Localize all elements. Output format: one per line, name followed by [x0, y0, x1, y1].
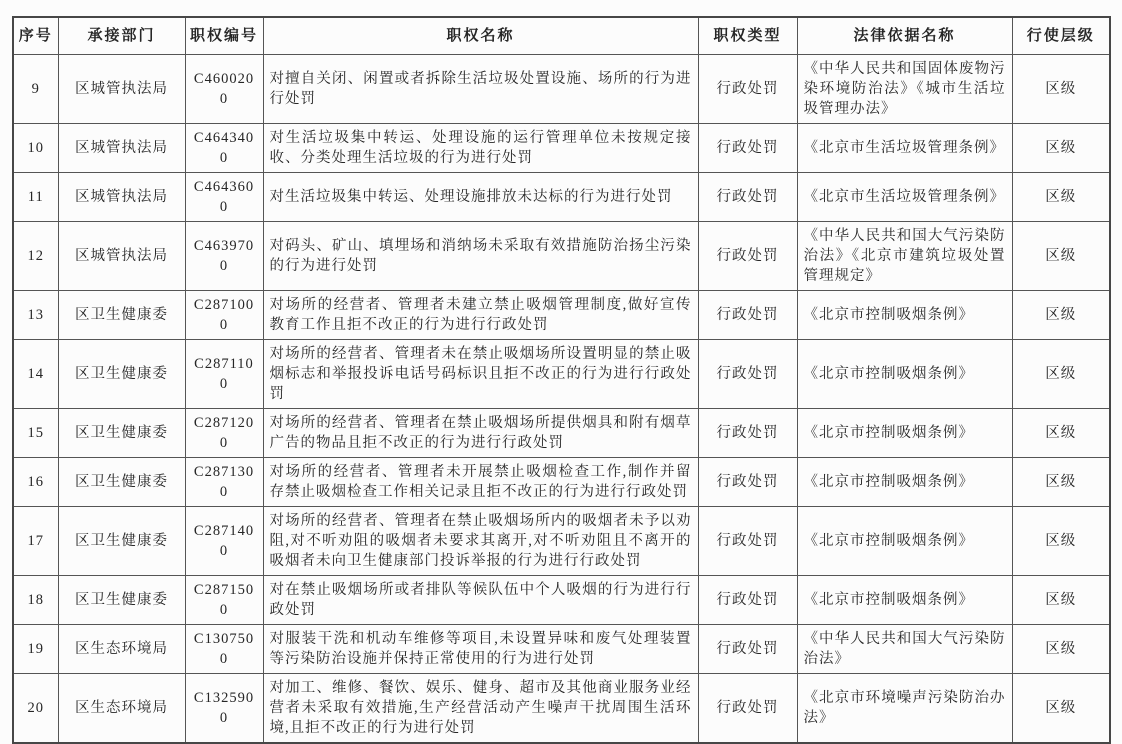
table-row-14 — [13, 339, 1110, 408]
cell-level: 区级 — [1012, 339, 1110, 408]
cell-level: 区级 — [1012, 408, 1110, 457]
cell-level: 区级 — [1012, 624, 1110, 673]
cell-department: 区卫生健康委 — [58, 290, 185, 339]
cell-code: C2871000 — [185, 290, 263, 339]
cell-legal-basis: 《北京市控制吸烟条例》 — [797, 290, 1012, 339]
cell-department: 区生态环境局 — [58, 673, 185, 743]
cell-name: 对场所的经营者、管理者未开展禁止吸烟检查工作,制作并留存禁止吸烟检查工作相关记录且拒不改正的行为进行行政处罚 — [263, 457, 698, 506]
cell-code: C1307500 — [185, 624, 263, 673]
table-header-row — [13, 17, 1110, 54]
cell-legal-basis: 《北京市控制吸烟条例》 — [797, 457, 1012, 506]
cell-level: 区级 — [1012, 221, 1110, 290]
cell-type: 行政处罚 — [698, 673, 797, 743]
cell-department: 区城管执法局 — [58, 221, 185, 290]
cell-index: 20 — [13, 673, 58, 743]
table-row-12 — [13, 221, 1110, 290]
cell-code: C2871200 — [185, 408, 263, 457]
cell-legal-basis: 《北京市控制吸烟条例》 — [797, 339, 1012, 408]
cell-name: 对服装干洗和机动车维修等项目,未设置异味和废气处理装置等污染防治设施并保持正常使用的行为进行处罚 — [263, 624, 698, 673]
cell-index: 16 — [13, 457, 58, 506]
column-header-code: 职权编号 — [185, 17, 263, 54]
cell-type: 行政处罚 — [698, 408, 797, 457]
cell-index: 19 — [13, 624, 58, 673]
cell-index: 17 — [13, 506, 58, 575]
cell-department: 区卫生健康委 — [58, 408, 185, 457]
column-header-index: 序号 — [13, 17, 58, 54]
cell-index: 9 — [13, 54, 58, 123]
table-row-10 — [13, 123, 1110, 172]
cell-index: 15 — [13, 408, 58, 457]
cell-code: C2871500 — [185, 575, 263, 624]
cell-code: C2871100 — [185, 339, 263, 408]
cell-name: 对在禁止吸烟场所或者排队等候队伍中个人吸烟的行为进行行政处罚 — [263, 575, 698, 624]
cell-level: 区级 — [1012, 172, 1110, 221]
cell-name: 对擅自关闭、闲置或者拆除生活垃圾处置设施、场所的行为进行处罚 — [263, 54, 698, 123]
cell-index: 10 — [13, 123, 58, 172]
cell-department: 区卫生健康委 — [58, 339, 185, 408]
cell-department: 区城管执法局 — [58, 172, 185, 221]
cell-level: 区级 — [1012, 54, 1110, 123]
cell-type: 行政处罚 — [698, 221, 797, 290]
cell-code: C1325900 — [185, 673, 263, 743]
cell-type: 行政处罚 — [698, 123, 797, 172]
cell-legal-basis: 《北京市控制吸烟条例》 — [797, 506, 1012, 575]
column-header-department: 承接部门 — [58, 17, 185, 54]
table-row-16 — [13, 457, 1110, 506]
cell-legal-basis: 《中华人民共和国大气污染防治法》《北京市建筑垃圾处置管理规定》 — [797, 221, 1012, 290]
cell-level: 区级 — [1012, 506, 1110, 575]
column-header-name: 职权名称 — [263, 17, 698, 54]
table-body — [13, 54, 1110, 743]
cell-name: 对场所的经营者、管理者在禁止吸烟场所提供烟具和附有烟草广告的物品且拒不改正的行为进行行政处罚 — [263, 408, 698, 457]
powers-table — [12, 16, 1111, 744]
cell-department: 区卫生健康委 — [58, 575, 185, 624]
cell-index: 11 — [13, 172, 58, 221]
column-header-legal-basis: 法律依据名称 — [797, 17, 1012, 54]
cell-level: 区级 — [1012, 457, 1110, 506]
cell-code: C2871300 — [185, 457, 263, 506]
cell-department: 区城管执法局 — [58, 123, 185, 172]
cell-index: 18 — [13, 575, 58, 624]
table-row-17 — [13, 506, 1110, 575]
cell-type: 行政处罚 — [698, 506, 797, 575]
cell-type: 行政处罚 — [698, 54, 797, 123]
cell-type: 行政处罚 — [698, 624, 797, 673]
cell-index: 13 — [13, 290, 58, 339]
cell-type: 行政处罚 — [698, 575, 797, 624]
cell-index: 12 — [13, 221, 58, 290]
cell-code: C4643400 — [185, 123, 263, 172]
cell-legal-basis: 《中华人民共和国固体废物污染环境防治法》《城市生活垃圾管理办法》 — [797, 54, 1012, 123]
cell-name: 对生活垃圾集中转运、处理设施的运行管理单位未按规定接收、分类处理生活垃圾的行为进行处罚 — [263, 123, 698, 172]
table-row-19 — [13, 624, 1110, 673]
cell-index: 14 — [13, 339, 58, 408]
cell-department: 区生态环境局 — [58, 624, 185, 673]
cell-legal-basis: 《北京市控制吸烟条例》 — [797, 575, 1012, 624]
table-row-9 — [13, 54, 1110, 123]
cell-name: 对码头、矿山、填埋场和消纳场未采取有效措施防治扬尘污染的行为进行处罚 — [263, 221, 698, 290]
table-row-15 — [13, 408, 1110, 457]
column-header-type: 职权类型 — [698, 17, 797, 54]
cell-name: 对生活垃圾集中转运、处理设施排放未达标的行为进行处罚 — [263, 172, 698, 221]
cell-level: 区级 — [1012, 123, 1110, 172]
cell-department: 区卫生健康委 — [58, 457, 185, 506]
cell-department: 区城管执法局 — [58, 54, 185, 123]
cell-type: 行政处罚 — [698, 457, 797, 506]
cell-name: 对加工、维修、餐饮、娱乐、健身、超市及其他商业服务业经营者未采取有效措施,生产经营活动产生噪声干扰周围生活环境,且拒不改正的行为进行处罚 — [263, 673, 698, 743]
cell-type: 行政处罚 — [698, 339, 797, 408]
table-row-20 — [13, 673, 1110, 743]
cell-department: 区卫生健康委 — [58, 506, 185, 575]
cell-legal-basis: 《北京市环境噪声污染防治办法》 — [797, 673, 1012, 743]
cell-legal-basis: 《北京市生活垃圾管理条例》 — [797, 123, 1012, 172]
cell-legal-basis: 《北京市控制吸烟条例》 — [797, 408, 1012, 457]
column-header-level: 行使层级 — [1012, 17, 1110, 54]
cell-level: 区级 — [1012, 575, 1110, 624]
table-row-18 — [13, 575, 1110, 624]
cell-code: C4600200 — [185, 54, 263, 123]
table-row-11 — [13, 172, 1110, 221]
cell-code: C2871400 — [185, 506, 263, 575]
cell-legal-basis: 《中华人民共和国大气污染防治法》 — [797, 624, 1012, 673]
cell-name: 对场所的经营者、管理者未在禁止吸烟场所设置明显的禁止吸烟标志和举报投诉电话号码标识且拒不改正的行为进行行政处罚 — [263, 339, 698, 408]
cell-name: 对场所的经营者、管理者在禁止吸烟场所内的吸烟者未予以劝阻,对不听劝阻的吸烟者未要求其离开,对不听劝阻且不离开的吸烟者未向卫生健康部门投诉举报的行为进行行政处罚 — [263, 506, 698, 575]
cell-name: 对场所的经营者、管理者未建立禁止吸烟管理制度,做好宣传教育工作且拒不改正的行为进行行政处罚 — [263, 290, 698, 339]
cell-type: 行政处罚 — [698, 290, 797, 339]
cell-type: 行政处罚 — [698, 172, 797, 221]
cell-level: 区级 — [1012, 673, 1110, 743]
cell-legal-basis: 《北京市生活垃圾管理条例》 — [797, 172, 1012, 221]
cell-code: C4643600 — [185, 172, 263, 221]
cell-level: 区级 — [1012, 290, 1110, 339]
cell-code: C4639700 — [185, 221, 263, 290]
table-row-13 — [13, 290, 1110, 339]
